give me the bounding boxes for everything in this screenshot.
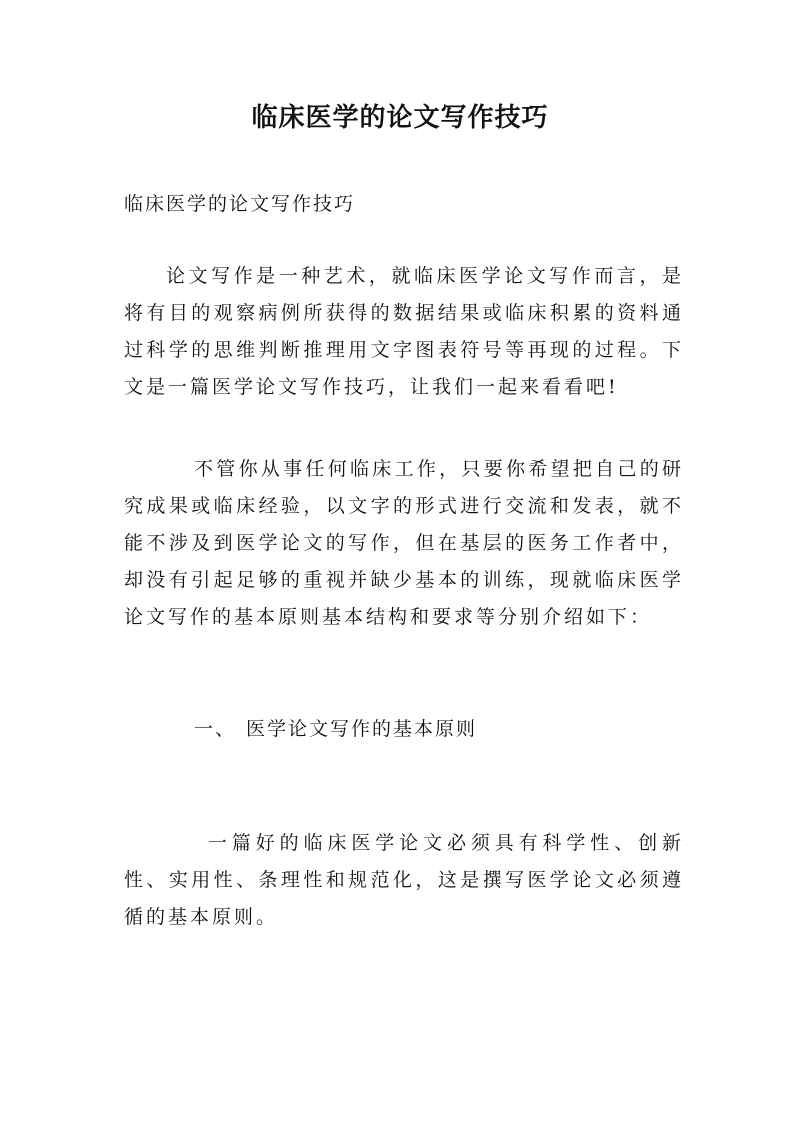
paragraph-purpose: 不管你从事任何临床工作，只要你希望把自己的研究成果或临床经验，以文字的形式进行交流和发表，就不能不涉及到医学论文的写作，但在基层的医务工作者中，却没有引起足够的重视并缺少基本的训练，现就临床医学论文写作的基本原则基本结构和要求等分别介绍如下： (124, 458, 684, 628)
document-subtitle: 临床医学的论文写作技巧 (124, 193, 356, 215)
paragraph-intro: 论文写作是一种艺术，就临床医学论文写作而言，是将有目的观察病例所获得的数据结果或临床积累的资料通过科学的思维判断推理用文字图表符号等再现的过程。下文是一篇医学论文写作技巧，让我们一起来看看吧! (124, 265, 684, 398)
section-heading (194, 711, 684, 748)
section-heading-text: 医学论文写作的基本原则 (246, 718, 478, 740)
page-title: 临床医学的论文写作技巧 (251, 103, 549, 133)
paragraph-principles: 一篇好的临床医学论文必须具有科学性、创新性、实用性、条理性和规范化，这是撰写医学论文必须遵循的基本原则。 (124, 832, 684, 928)
section-number: 一、 (194, 718, 237, 740)
